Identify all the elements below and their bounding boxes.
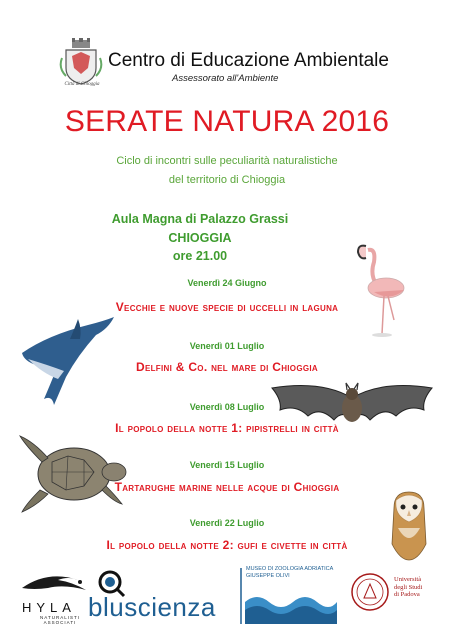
venue-time: ore 21.00 — [172, 249, 228, 263]
crest-caption: Città di Chioggia — [64, 82, 100, 87]
venue-name: Aula Magna di Palazzo Grassi — [111, 212, 289, 226]
flamingo-icon — [352, 240, 410, 338]
bat-icon — [262, 380, 442, 440]
subtitle-line-1: Ciclo di incontri sulle peculiarità naturalistiche — [116, 155, 338, 167]
university-seal-icon — [350, 572, 390, 612]
event-title-5: Il popolo della notte 2: gufi e civette in città — [106, 538, 348, 552]
museum-name — [246, 566, 346, 579]
event-title-2: Delfini & Co. nel mare di Chioggia — [136, 360, 318, 374]
event-title-3: Il popolo della notte 1: pipistrelli in città — [115, 421, 339, 435]
venue-city: CHIOGGIA — [168, 231, 232, 245]
hyla-subtitle: NATURALISTI ASSOCIATI — [40, 615, 80, 625]
hyla-name: HYLA — [22, 600, 76, 615]
event-date-4: Venerdì 15 Luglio — [189, 460, 265, 470]
dolphin-icon — [18, 315, 118, 410]
event-date-1: Venerdì 24 Giugno — [187, 278, 267, 288]
org-subtitle: Assessorato all'Ambiente — [172, 73, 279, 84]
museum-line-1: MUSEO DI ZOOLOGIA ADRIATICA — [246, 566, 334, 572]
university-line-3: di Padova — [394, 591, 420, 598]
event-title-4: Tartarughe marine nelle acque di Chioggia — [114, 480, 340, 494]
barn-owl-icon — [384, 488, 434, 563]
university-name — [394, 576, 450, 599]
org-title: Centro di Educazione Ambientale — [108, 50, 389, 71]
university-line-1: Università — [394, 576, 422, 583]
page-title: SERATE NATURA 2016 — [64, 105, 390, 138]
subtitle-line-2: del territorio di Chioggia — [168, 174, 286, 186]
event-date-2: Venerdì 01 Luglio — [189, 341, 265, 351]
bluscienza-name: bluscienza — [88, 592, 216, 622]
university-line-2: degli Studi — [394, 583, 423, 591]
sea-turtle-icon — [18, 432, 128, 514]
sponsor-logos — [0, 562, 454, 632]
event-date-5: Venerdì 22 Luglio — [189, 518, 265, 528]
event-date-3: Venerdì 08 Luglio — [189, 402, 265, 412]
museum-line-2: GIUSEPPE OLIVI — [246, 572, 290, 579]
city-crest-icon — [58, 38, 104, 86]
event-title-1: Vecchie e nuove specie di uccelli in laguna — [115, 300, 339, 314]
